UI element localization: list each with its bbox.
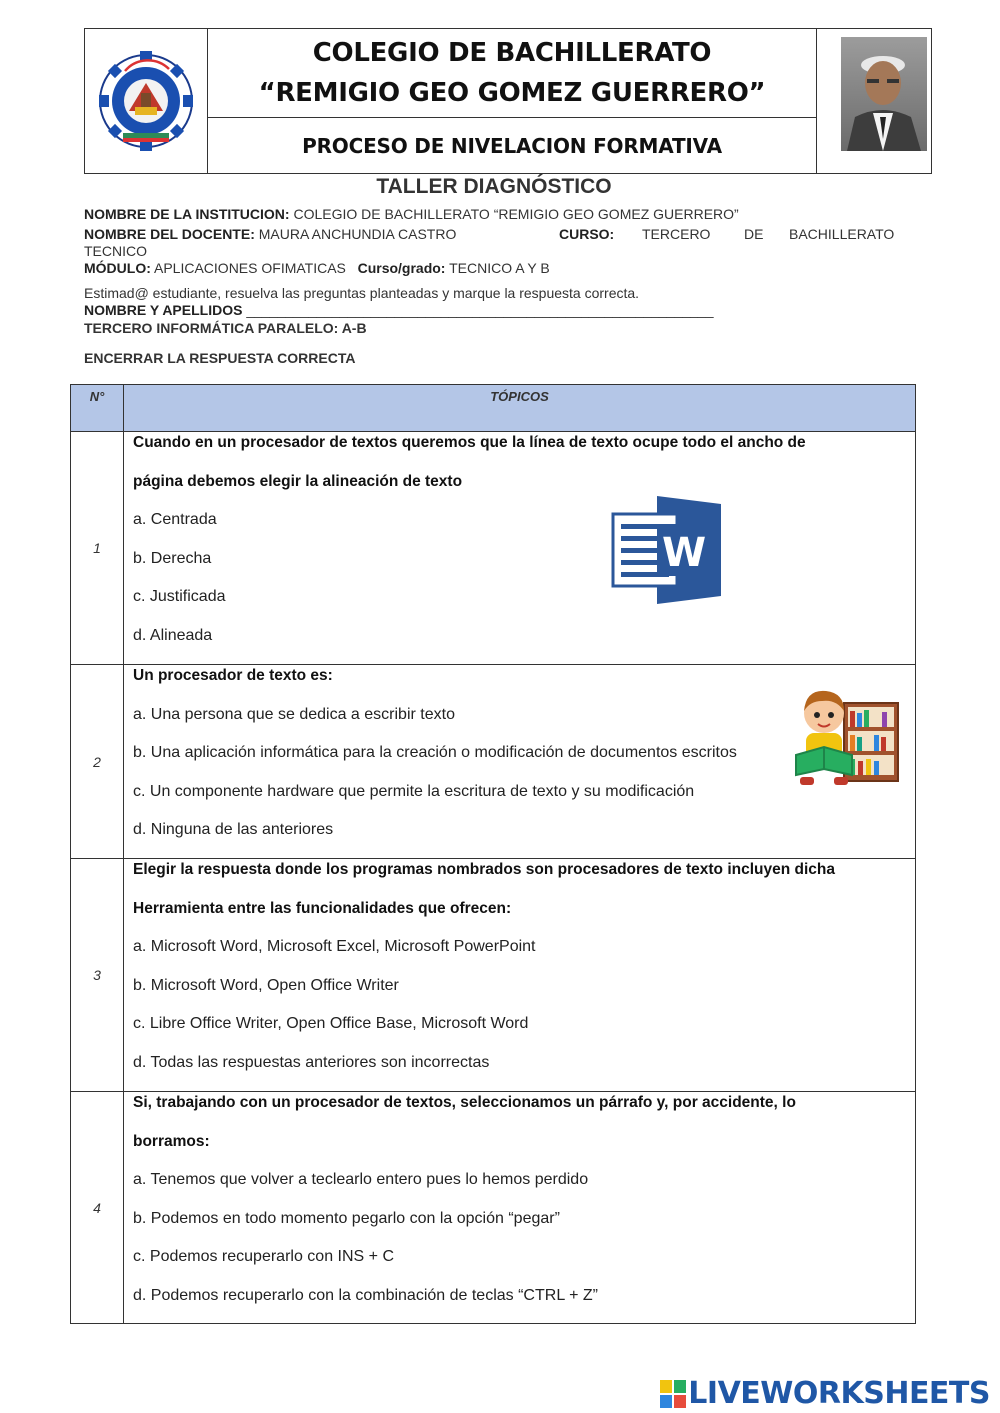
page-title: TALLER DIAGNÓSTICO <box>376 175 612 198</box>
answer-option-c[interactable]: c. Libre Office Writer, Open Office Base, Microsoft Word <box>133 1015 529 1032</box>
answer-option-a[interactable]: a. Una persona que se dedica a escribir texto <box>133 705 455 723</box>
answer-option-c[interactable]: c. Podemos recuperarlo con INS + C <box>133 1248 395 1265</box>
microsoft-word-icon <box>611 494 723 606</box>
grade-value: TECNICO A Y B <box>445 260 550 276</box>
instructions: Estimad@ estudiante, resuelva las preguntas planteadas y marque la respuesta correcta. <box>84 285 640 301</box>
teacher-label: NOMBRE DEL DOCENTE: <box>84 226 255 242</box>
question-number: 1 <box>71 432 124 665</box>
question-text: Un procesador de texto es: <box>133 667 333 684</box>
answer-option-b[interactable]: b. Derecha <box>133 549 212 567</box>
teacher-line <box>84 226 904 243</box>
liveworksheets-icon <box>660 1380 686 1408</box>
module-label: MÓDULO: <box>84 260 151 276</box>
question-row-2 <box>71 665 916 859</box>
institution-value: COLEGIO DE BACHILLERATO “REMIGIO GEO GOMEZ GUERRERO” <box>289 206 739 222</box>
answer-option-d[interactable]: d. Podemos recuperarlo con la combinación de teclas “CTRL + Z” <box>133 1286 598 1304</box>
answer-option-a[interactable]: a. Tenemos que volver a teclearlo entero pues lo hemos perdido <box>133 1171 589 1188</box>
answer-option-d[interactable]: d. Alineada <box>133 626 213 644</box>
question-text: Herramienta entre las funcionalidades que ofrecen: <box>133 899 512 917</box>
answer-option-a[interactable]: a. Centrada <box>133 511 217 528</box>
answer-option-a[interactable]: a. Microsoft Word, Microsoft Excel, Microsoft PowerPoint <box>133 938 536 955</box>
answer-option-b[interactable]: b. Microsoft Word, Open Office Writer <box>133 976 399 994</box>
liveworksheets-wordmark: LIVEWORKSHEETS <box>688 1376 990 1411</box>
question-number: 2 <box>71 665 124 859</box>
question-row-1 <box>71 432 916 665</box>
name-blank[interactable]: ____________________________________________________________ <box>242 302 714 318</box>
institution-label: NOMBRE DE LA INSTITUCION: <box>84 206 290 222</box>
module-line <box>84 260 550 276</box>
school-name-line1: COLEGIO DE BACHILLERATO <box>312 38 712 68</box>
course-value-4: TECNICO <box>84 243 147 259</box>
question-number: 4 <box>71 1092 124 1324</box>
col-topics-header: TÓPICOS <box>124 385 916 432</box>
process-cell <box>207 118 817 173</box>
question-text: página debemos elegir la alineación de texto <box>133 472 463 490</box>
module-value: APLICACIONES OFIMATICAS <box>150 260 346 276</box>
table-header-row <box>71 385 916 432</box>
school-header <box>84 28 932 174</box>
founder-portrait-icon <box>817 29 931 173</box>
col-num-header: N° <box>71 385 124 432</box>
answer-option-b[interactable]: b. Podemos en todo momento pegarlo con la opción “pegar” <box>133 1209 560 1227</box>
course-value-2: DE <box>744 226 764 242</box>
teacher-value: MAURA ANCHUNDIA CASTRO <box>254 226 457 242</box>
name-label: NOMBRE Y APELLIDOS <box>84 302 243 318</box>
encircle-instruction: ENCERRAR LA RESPUESTA CORRECTA <box>84 350 356 366</box>
answer-option-d[interactable]: d. Ninguna de las anteriores <box>133 821 334 838</box>
institution-line <box>84 206 739 222</box>
question-cell <box>124 665 916 859</box>
question-cell <box>124 859 916 1092</box>
school-title <box>207 29 817 118</box>
question-cell <box>124 1092 916 1324</box>
logo-cell <box>85 29 208 173</box>
word-logo-letter: W <box>661 530 707 576</box>
portrait-cell <box>816 29 931 173</box>
question-row-3 <box>71 859 916 1092</box>
question-row-4 <box>71 1092 916 1324</box>
questions-table <box>70 384 916 1324</box>
liveworksheets-logo[interactable] <box>660 1376 990 1411</box>
answer-option-c[interactable]: c. Un componente hardware que permite la escritura de texto y su modificación <box>133 782 695 800</box>
question-text: borramos: <box>133 1132 210 1150</box>
answer-option-c[interactable]: c. Justificada <box>133 588 226 605</box>
question-cell <box>124 432 916 665</box>
question-text: Cuando en un procesador de textos queremos que la línea de texto ocupe todo el ancho de <box>133 434 806 451</box>
question-number: 3 <box>71 859 124 1092</box>
parallel-line: TERCERO INFORMÁTICA PARALELO: A-B <box>84 320 367 336</box>
name-line <box>84 302 714 318</box>
child-reading-icon <box>794 683 902 793</box>
question-text: Elegir la respuesta donde los programas nombrados son procesadores de texto incluyen dicha <box>133 861 835 878</box>
school-name-line2: “REMIGIO GEO GOMEZ GUERRERO” <box>258 78 766 108</box>
answer-option-d[interactable]: d. Todas las respuestas anteriores son incorrectas <box>133 1053 490 1071</box>
course-value-1: TERCERO <box>642 226 711 242</box>
answer-option-b[interactable]: b. Una aplicación informática para la creación o modificación de documentos escritos <box>133 744 737 761</box>
grade-label: Curso/grado: <box>357 260 446 276</box>
school-crest-icon <box>85 29 207 173</box>
process-title: PROCESO DE NIVELACION FORMATIVA <box>302 133 722 158</box>
course-value-3: BACHILLERATO <box>789 226 895 242</box>
course-label: CURSO: <box>559 226 615 242</box>
question-text: Si, trabajando con un procesador de textos, seleccionamos un párrafo y, por accidente, lo <box>133 1094 796 1111</box>
